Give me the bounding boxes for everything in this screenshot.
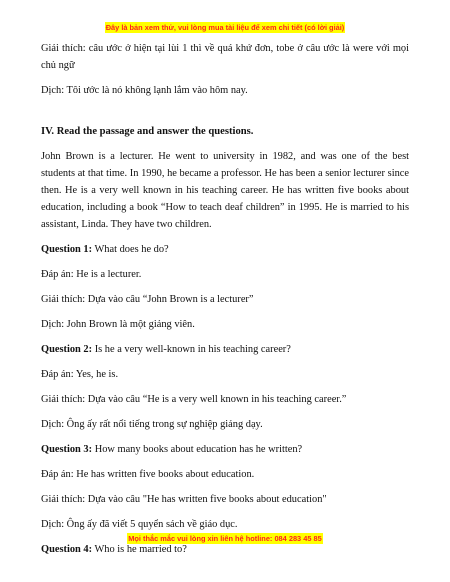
question-text: What does he do?: [92, 244, 169, 255]
question-label: Question 2:: [41, 344, 93, 355]
explanation-2: Giải thích: Dựa vào câu “He is a very well known in his teaching career.”: [41, 394, 347, 405]
section-heading: IV. Read the passage and answer the questions.: [41, 126, 254, 137]
question-text: Is he a very well-known in his teaching career?: [92, 344, 291, 355]
explanation-3: Giải thích: Dựa vào câu "He has written five books about education": [41, 494, 327, 505]
question-2: [41, 341, 409, 358]
answer-3: Đáp án: He has written five books about education.: [41, 469, 255, 480]
question-label: Question 3:: [41, 444, 93, 455]
bottom-hotline-banner: [0, 534, 450, 543]
question-text: Who is he married to?: [92, 544, 187, 555]
question-label: Question 1:: [41, 244, 93, 255]
translation-1: Dịch: John Brown là một giảng viên.: [41, 319, 195, 330]
translation-3: Dịch: Ông ấy đã viết 5 quyển sách về giáo dục.: [41, 519, 238, 530]
question-text: How many books about education has he written?: [92, 444, 303, 455]
reading-passage: John Brown is a lecturer. He went to university in 1982, and was one of the best students at that time. In 1990, he became a professor. He has been a senior lecturer since then. He is a very well known in his teaching career. He has written five books about education, including a book “How to teach deaf children” in 1995. He is married to his assistant, Linda. They have two children.: [41, 151, 409, 230]
question-label: Question 4:: [41, 544, 93, 555]
intro-translation: Dịch: Tôi ước là nó không lạnh lắm vào hôm nay.: [41, 85, 248, 96]
top-preview-banner: [0, 23, 450, 32]
question-1: [41, 241, 409, 258]
translation-2: Dịch: Ông ấy rất nổi tiếng trong sự nghiệp giảng dạy.: [41, 419, 263, 430]
question-3: [41, 441, 409, 458]
document-body: [41, 40, 409, 566]
explanation-1: Giải thích: Dựa vào câu “John Brown is a lecturer”: [41, 294, 254, 305]
top-banner-text: Đây là bản xem thử, vui lòng mua tài liệu để xem chi tiết (có lời giải): [105, 23, 345, 32]
bottom-banner-text: Mọi thắc mắc vui lòng xin liên hệ hotline: 084 283 45 85: [128, 534, 322, 543]
answer-1: Đáp án: He is a lecturer.: [41, 269, 142, 280]
intro-explanation: Giải thích: câu ước ở hiện tại lùi 1 thì về quá khứ đơn, tobe ở câu ước là were với mọi chủ ngữ: [41, 43, 409, 71]
answer-2: Đáp án: Yes, he is.: [41, 369, 119, 380]
